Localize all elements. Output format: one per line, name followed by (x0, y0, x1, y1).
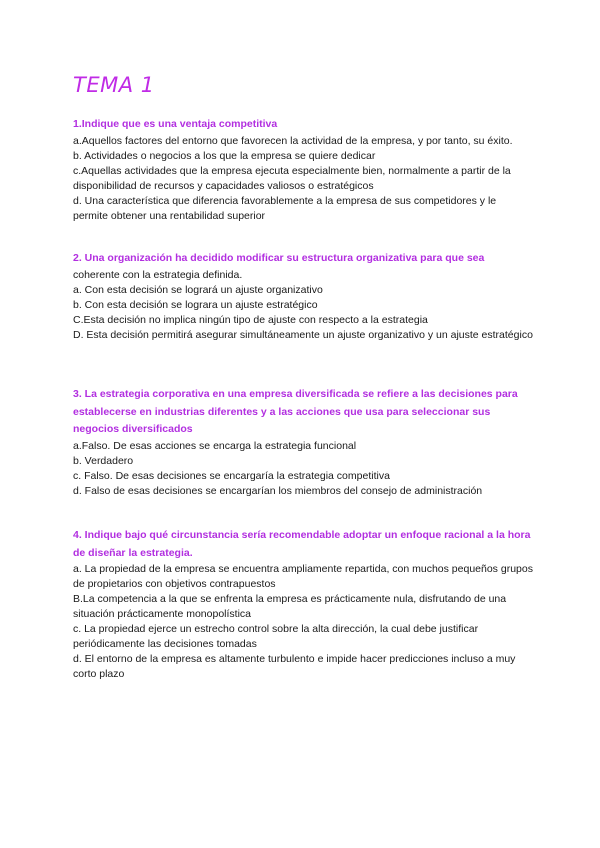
question-3-option-a: a.Falso. De esas acciones se encarga la estrategia funcional (73, 439, 357, 452)
question-4-option-c: c. La propiedad ejerce un estrecho control sobre la alta dirección, la cual debe justificar periódicamente las decisiones tomadas (73, 623, 479, 650)
question-4 (73, 527, 533, 682)
question-3-option-c: c. Falso. De esas decisiones se encargaría la estrategia competitiva (73, 469, 390, 482)
question-1-option-c: c.Aquellas actividades que la empresa ejecuta especialmente bien, normalmente a partir de la disponibilidad de recursos y capacidades valiosos o estratégicos (73, 164, 511, 192)
question-2-title: 2. Una organización ha decidido modificar su estructura organizativa para que sea (73, 252, 485, 264)
question-4-option-a: a. La propiedad de la empresa se encuentra ampliamente repartida, con muchos pequeños grupos de propietarios con objetivos contrapuestos (73, 563, 533, 590)
question-3-options (73, 439, 533, 499)
question-3 (73, 386, 533, 499)
page-title: TEMA 1 (73, 73, 155, 97)
question-2-option-c: C.Esta decisión no implica ningún tipo de ajuste con respecto a la estrategia (73, 313, 428, 326)
question-2-options (73, 268, 533, 343)
question-2-option-a: a. Con esta decisión se logrará un ajuste organizativo (73, 283, 323, 296)
question-3-title: 3. La estrategia corporativa en una empresa diversificada se refiere a las decisiones para establecerse en industrias diferentes y a las acciones que usa para seleccionar sus negocios diversificados (73, 388, 518, 435)
question-1-option-b: b. Actividades o negocios a los que la empresa se quiere dedicar (73, 149, 376, 162)
question-1-option-a: a.Aquellos factores del entorno que favorecen la actividad de la empresa, y por tanto, su éxito. (73, 134, 513, 147)
question-1-option-d: d. Una característica que diferencia favorablemente a la empresa de sus competidores y le permite obtener una rentabilidad superior (73, 194, 497, 222)
question-4-title: 4. Indique bajo qué circunstancia sería recomendable adoptar un enfoque racional a la hora de diseñar la estrategia. (73, 529, 531, 559)
question-3-option-b: b. Verdadero (73, 454, 134, 467)
question-4-option-b: B.La competencia a la que se enfrenta la empresa es prácticamente nula, disfrutando de una situación prácticamente monopolística (73, 593, 507, 620)
question-1-options (73, 134, 533, 224)
question-2-title-continuation: coherente con la estrategia definida. (73, 268, 243, 281)
question-1-title: 1.Indique que es una ventaja competitiva (73, 118, 278, 130)
question-2-option-b: b. Con esta decisión se lograra un ajuste estratégico (73, 298, 318, 311)
question-2-option-d: D. Esta decisión permitirá asegurar simultáneamente un ajuste organizativo y un ajuste estratégico (73, 328, 533, 341)
question-4-options (73, 562, 533, 682)
question-1 (73, 116, 533, 224)
question-4-option-d: d. El entorno de la empresa es altamente turbulento e impide hacer predicciones incluso a muy corto plazo (73, 653, 516, 680)
question-2 (73, 250, 533, 343)
question-3-option-d: d. Falso de esas decisiones se encargarían los miembros del consejo de administración (73, 484, 483, 497)
